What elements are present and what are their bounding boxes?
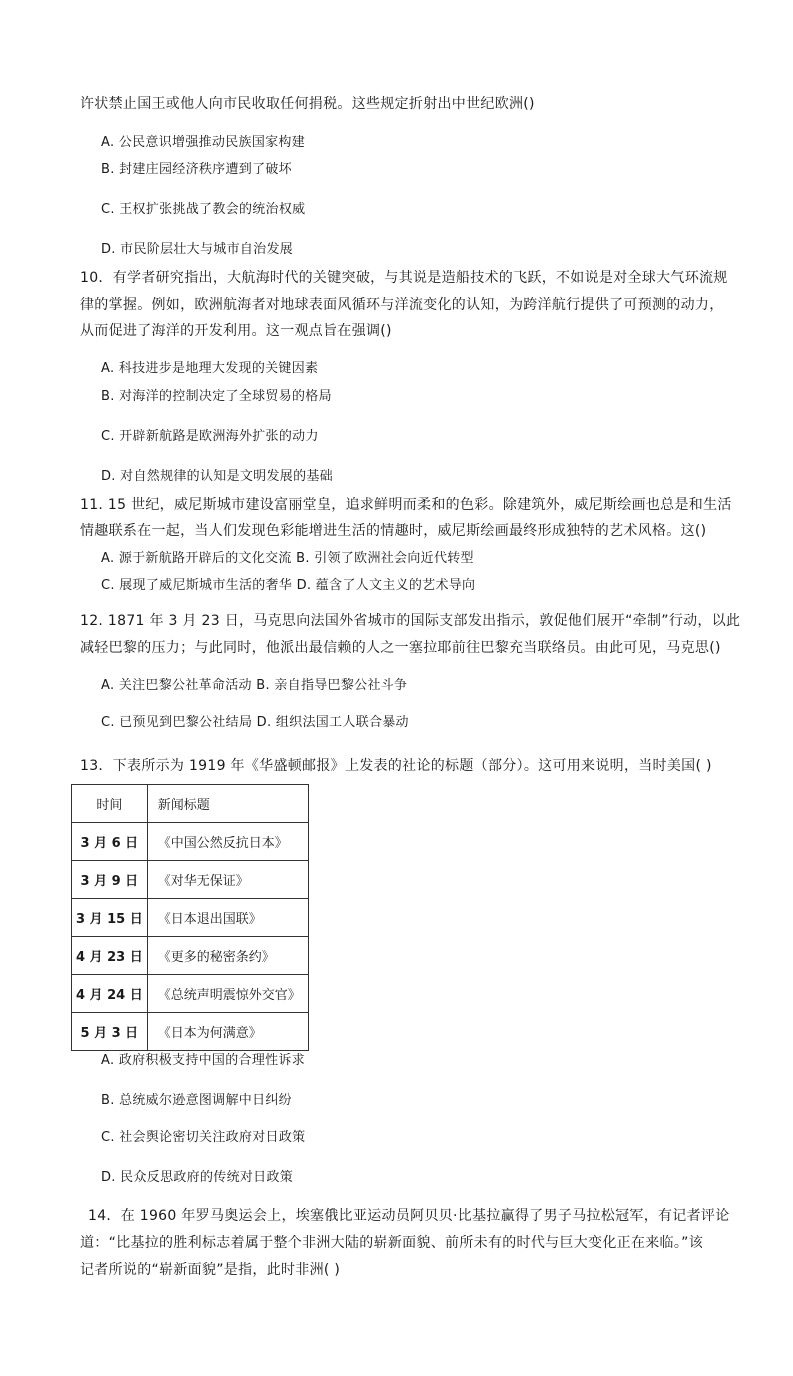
table-cell-date: 3 月 15 日	[72, 899, 148, 937]
table-cell-headline: 《更多的秘密条约》	[147, 937, 308, 975]
news-headline-table	[71, 784, 309, 1051]
q12-options-cd[interactable]: C. 已预见到巴黎公社结局 D. 组织法国工人联合暴动	[101, 715, 409, 730]
table-row	[72, 975, 309, 1013]
question-10-stem-line-2: 律的掌握。例如，欧洲航海者对地球表面风循环与洋流变化的认知，为跨洋航行提供了可预测的动力，	[80, 297, 724, 313]
question-9-stem: 许状禁止国王或他人向市民收取任何捐税。这些规定折射出中世纪欧洲()	[80, 96, 535, 112]
table-header-row	[72, 785, 309, 823]
question-14-stem-line-2: 道：“比基拉的胜利标志着属于整个非洲大陆的崭新面貌、前所未有的时代与巨大变化正在来临。”该	[80, 1235, 704, 1251]
question-14-stem-line-1: 14．在 1960 年罗马奥运会上，埃塞俄比亚运动员阿贝贝·比基拉赢得了男子马拉松冠军，有记者评论	[88, 1208, 730, 1224]
question-10-stem-line-3: 从而促进了海洋的开发利用。这一观点旨在强调()	[80, 323, 392, 339]
question-13-stem: 13．下表所示为 1919 年《华盛顿邮报》上发表的社论的标题（部分）。这可用来说明，当时美国( )	[80, 758, 712, 774]
table-cell-date: 3 月 6 日	[72, 823, 148, 861]
question-11-stem-line-2: 情趣联系在一起，当人们发现色彩能增进生活的情趣时，威尼斯绘画最终形成独特的艺术风格。这()	[80, 523, 707, 539]
table-cell-date: 5 月 3 日	[72, 1013, 148, 1051]
table-cell-headline: 《中国公然反抗日本》	[147, 823, 308, 861]
q12-options-ab[interactable]: A. 关注巴黎公社革命活动 B. 亲自指导巴黎公社斗争	[101, 678, 408, 693]
q11-options-cd[interactable]: C. 展现了威尼斯城市生活的奢华 D. 蕴含了人文主义的艺术导向	[101, 578, 476, 593]
question-11-stem-line-1: 11. 15 世纪，威尼斯城市建设富丽堂皇，追求鲜明而柔和的色彩。除建筑外，威尼斯绘画也总是和生活	[80, 497, 732, 513]
q10-option-b[interactable]: B. 对海洋的控制决定了全球贸易的格局	[101, 389, 332, 404]
q13-option-b[interactable]: B. 总统威尔逊意图调解中日纠纷	[101, 1093, 292, 1108]
q9-option-b[interactable]: B. 封建庄园经济秩序遭到了破坏	[101, 162, 292, 177]
table-row	[72, 899, 309, 937]
question-12-stem-line-1: 12. 1871 年 3 月 23 日，马克思向法国外省城市的国际支部发出指示，敦促他们展开“牵制”行动，以此	[80, 613, 741, 629]
q9-option-a[interactable]: A. 公民意识增强推动民族国家构建	[101, 135, 306, 150]
table-cell-date: 3 月 9 日	[72, 861, 148, 899]
question-10-stem-line-1: 10．有学者研究指出，大航海时代的关键突破，与其说是造船技术的飞跃，不如说是对全球大气环流规	[80, 270, 728, 286]
table-cell-headline: 《日本退出国联》	[147, 899, 308, 937]
table-cell-date: 4 月 24 日	[72, 975, 148, 1013]
q10-option-a[interactable]: A. 科技进步是地理大发现的关键因素	[101, 361, 319, 376]
table-row	[72, 823, 309, 861]
question-12-stem-line-2: 减轻巴黎的压力；与此同时，他派出最信赖的人之一塞拉耶前往巴黎充当联络员。由此可见，马克思()	[80, 640, 721, 656]
q9-option-d[interactable]: D. 市民阶层壮大与城市自治发展	[101, 242, 294, 257]
table-row	[72, 1013, 309, 1051]
q13-option-c[interactable]: C. 社会舆论密切关注政府对日政策	[101, 1130, 306, 1145]
table-cell-headline: 《对华无保证》	[147, 861, 308, 899]
q10-option-d[interactable]: D. 对自然规律的认知是文明发展的基础	[101, 469, 333, 484]
table-cell-headline: 《总统声明震惊外交官》	[147, 975, 308, 1013]
q13-option-d[interactable]: D. 民众反思政府的传统对日政策	[101, 1170, 294, 1185]
q9-option-c[interactable]: C. 王权扩张挑战了教会的统治权威	[101, 202, 306, 217]
table-header-time: 时间	[72, 785, 148, 823]
table-row	[72, 861, 309, 899]
q13-option-a[interactable]: A. 政府积极支持中国的合理性诉求	[101, 1053, 306, 1068]
table-row	[72, 937, 309, 975]
question-14-stem-line-3: 记者所说的“崭新面貌”是指，此时非洲( )	[80, 1262, 341, 1278]
table-header-title: 新闻标题	[147, 785, 308, 823]
q10-option-c[interactable]: C. 开辟新航路是欧洲海外扩张的动力	[101, 429, 319, 444]
table-cell-headline: 《日本为何满意》	[147, 1013, 308, 1051]
q11-options-ab[interactable]: A. 源于新航路开辟后的文化交流 B. 引领了欧洲社会向近代转型	[101, 551, 474, 566]
table-cell-date: 4 月 23 日	[72, 937, 148, 975]
